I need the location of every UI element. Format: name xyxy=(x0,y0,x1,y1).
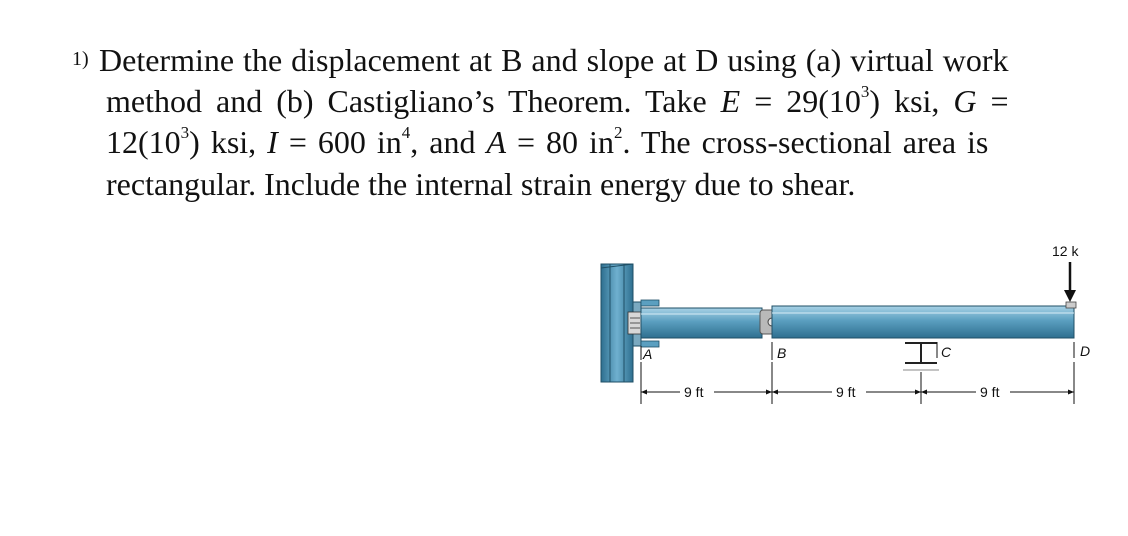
E-value-pre: 29(10 xyxy=(786,83,861,119)
A-symbol: A xyxy=(486,124,506,160)
A-exponent: 2 xyxy=(613,123,623,142)
G-symbol: G xyxy=(953,83,977,119)
A-value: 80 in xyxy=(546,124,614,160)
eq-sign: = xyxy=(288,124,307,160)
and-text: , and xyxy=(410,124,476,160)
beam-segment-BD xyxy=(772,302,1076,338)
eq-sign: = xyxy=(754,83,773,119)
point-label-A: A xyxy=(643,346,653,362)
E-value-post: ) ksi, xyxy=(869,83,940,119)
roller-support-C xyxy=(903,343,939,370)
I-exponent: 4 xyxy=(401,123,411,142)
load-arrow-D xyxy=(1064,262,1076,302)
dim-label-BC: 9 ft xyxy=(836,384,856,400)
dimension-lines xyxy=(641,362,1074,404)
E-exponent: 3 xyxy=(860,82,870,101)
E-symbol: E xyxy=(720,83,741,119)
load-label: 12 k xyxy=(1052,243,1079,259)
eq-sign: = xyxy=(990,83,1009,119)
I-symbol: I xyxy=(267,124,278,160)
beam-segment-AB xyxy=(641,308,762,338)
line2-text: method and (b) Castigliano’s Theorem. Take xyxy=(106,83,707,119)
I-value: 600 in xyxy=(317,124,402,160)
eq-sign: = xyxy=(517,124,536,160)
point-label-D: D xyxy=(1080,343,1091,359)
line3-end-text: . The cross-sectional area is xyxy=(622,124,989,160)
problem-number: 1) xyxy=(72,48,89,70)
problem-line-4-text: rectangular. Include the internal strain energy due to shear. xyxy=(106,166,856,202)
dim-label-AB: 9 ft xyxy=(684,384,704,400)
point-label-B: B xyxy=(777,345,787,361)
dim-label-CD: 9 ft xyxy=(980,384,1000,400)
G-value-pre: 12(10 xyxy=(106,124,181,160)
point-label-C: C xyxy=(941,344,952,360)
problem-line-1-text: Determine the displacement at B and slope at D using (a) virtual work xyxy=(99,42,1009,78)
G-exponent: 3 xyxy=(180,123,190,142)
G-value-post: ) ksi, xyxy=(189,124,257,160)
